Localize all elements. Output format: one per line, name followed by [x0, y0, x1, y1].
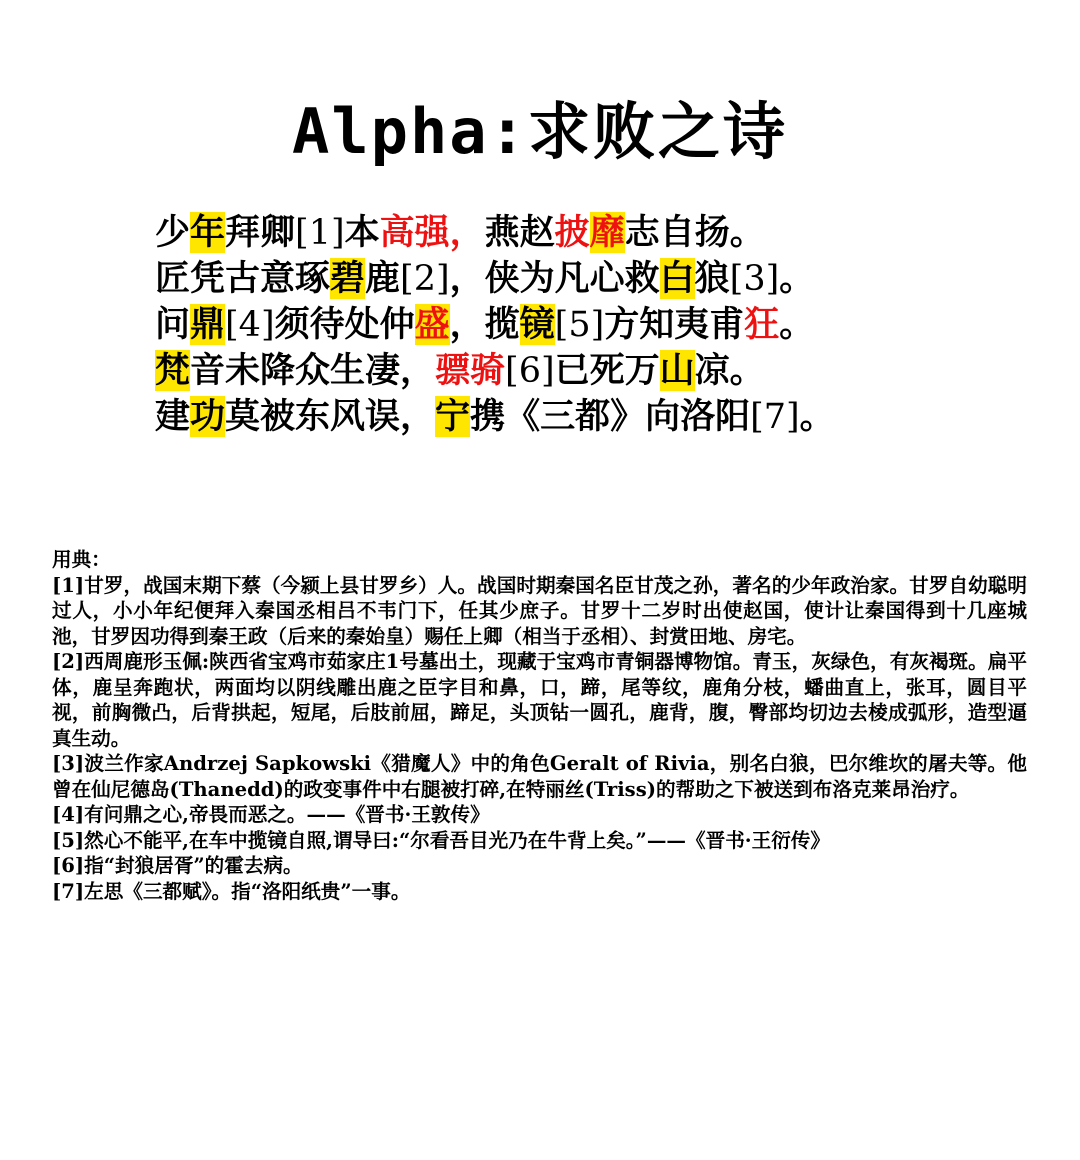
title-prefix: Alpha [292, 95, 489, 168]
annotation-item: [4]有问鼎之心,帝畏而恶之。——《晋书·王敦传》 [52, 803, 490, 826]
poem-text: 。 [779, 304, 815, 345]
poem-text: ，侠为凡心救 [449, 258, 660, 299]
poem-text: 音未降众生凄， [190, 350, 436, 391]
footnote-marker: [7] [750, 397, 800, 437]
highlighted-text: 鼎 [190, 304, 226, 345]
annotation-item: [2]西周鹿形玉佩:陕西省宝鸡市茹家庄1号墓出土，现藏于宝鸡市青铜器博物馆。青玉，灰绿色，有灰褐斑。扁平体，鹿呈奔跑状，两面均以阴线雕出鹿之臣字目和鼻，口，蹄，尾等纹，鹿角分枝，蟠曲直上，张耳，圆目平视，前胸微凸，后背拱起，短尾，后肢前屈，蹄足，头顶钻一圆孔，鹿背，腹，臀部均切边去棱成弧形，造型逼真生动。 [52, 650, 1027, 750]
poem-text: 莫被东风误， [225, 396, 436, 437]
red-text: 骠骑 [435, 350, 506, 391]
poem-line [155, 256, 1055, 302]
poem-line [155, 348, 1055, 394]
poem-line [155, 302, 1055, 348]
poem-text: 建 [155, 396, 191, 437]
poem-text: 已死万 [554, 350, 660, 391]
highlighted-text: 宁 [435, 396, 471, 437]
footnote-marker: [1] [295, 213, 345, 253]
annotations-heading: 用典： [52, 548, 111, 571]
poem-line [155, 210, 1055, 256]
poem-text: ，揽 [449, 304, 520, 345]
red-text: 高强， [379, 212, 485, 253]
title-main: 求败之诗 [527, 98, 788, 167]
poem-text: 携《三都》向洛阳 [470, 396, 751, 437]
highlighted-text: 靡 [589, 212, 625, 253]
annotation-item: [6]指“封狼居胥”的霍去病。 [52, 854, 303, 877]
red-text: 狂 [744, 304, 780, 345]
highlighted-text: 碧 [330, 258, 366, 299]
annotation-item: [3]波兰作家Andrzej Sapkowski《猎魔人》中的角色Geralt of Rivia，别名白狼，巴尔维坎的屠夫等。他曾在仙尼德岛(Thanedd)的政变事件中右腿被打碎,在特丽丝(Triss)的帮助之下被送到布洛克莱昂治疗。 [52, 752, 1027, 801]
highlighted-text: 盛 [414, 304, 450, 345]
red-text: 披 [554, 212, 590, 253]
poem-text: 须待处仲 [274, 304, 415, 345]
footnote-marker: [5] [554, 305, 605, 345]
footnote-marker: [2] [400, 259, 450, 299]
page-title [0, 92, 1080, 173]
highlighted-text: 梵 [155, 350, 191, 391]
annotation-item: [1]甘罗，战国末期下蔡（今颍上县甘罗乡）人。战国时期秦国名臣甘茂之孙，著名的少年政治家。甘罗自幼聪明过人，小小年纪便拜入秦国丞相吕不韦门下，任其少庶子。甘罗十二岁时出使赵国，使计让秦国得到十几座城池，甘罗因功得到秦王政（后来的秦始皇）赐任上卿（相当于丞相）、封赏田地、房宅。 [52, 573, 1027, 648]
annotations-section [52, 547, 1027, 904]
poem-line [155, 394, 1055, 440]
poem-text: 燕赵 [484, 212, 555, 253]
poem-text: 本 [344, 212, 380, 253]
highlighted-text: 年 [190, 212, 226, 253]
annotation-item: [7]左思《三都赋》。指“洛阳纸贵”一事。 [52, 879, 411, 903]
title-colon: : [488, 95, 528, 168]
poem-text: 志自扬。 [624, 212, 765, 253]
highlighted-text: 白 [659, 258, 695, 299]
poem-text: 匠凭古意琢 [155, 258, 331, 299]
poem-text: 。 [779, 258, 815, 299]
poem-text: 少 [155, 212, 191, 253]
highlighted-text: 镜 [519, 304, 555, 345]
footnote-marker: [4] [225, 305, 275, 345]
poem-text: 。 [799, 396, 835, 437]
poem-text: 凉。 [694, 350, 765, 391]
poem-text: 狼 [694, 258, 730, 299]
footnote-marker: [3] [729, 259, 780, 299]
annotation-item: [5]然心不能平,在车中揽镜自照,谓导曰:“尔看吾目光乃在牛背上矣。”——《晋书·王衍传》 [52, 828, 830, 852]
footnote-marker: [6] [505, 351, 555, 391]
poem-text: 问 [155, 304, 191, 345]
highlighted-text: 山 [659, 350, 695, 391]
poem-text: 鹿 [365, 258, 401, 299]
poem-text: 拜卿 [225, 212, 296, 253]
highlighted-text: 功 [190, 396, 226, 437]
poem-text: 方知夷甫 [604, 304, 745, 345]
poem [155, 210, 1055, 440]
